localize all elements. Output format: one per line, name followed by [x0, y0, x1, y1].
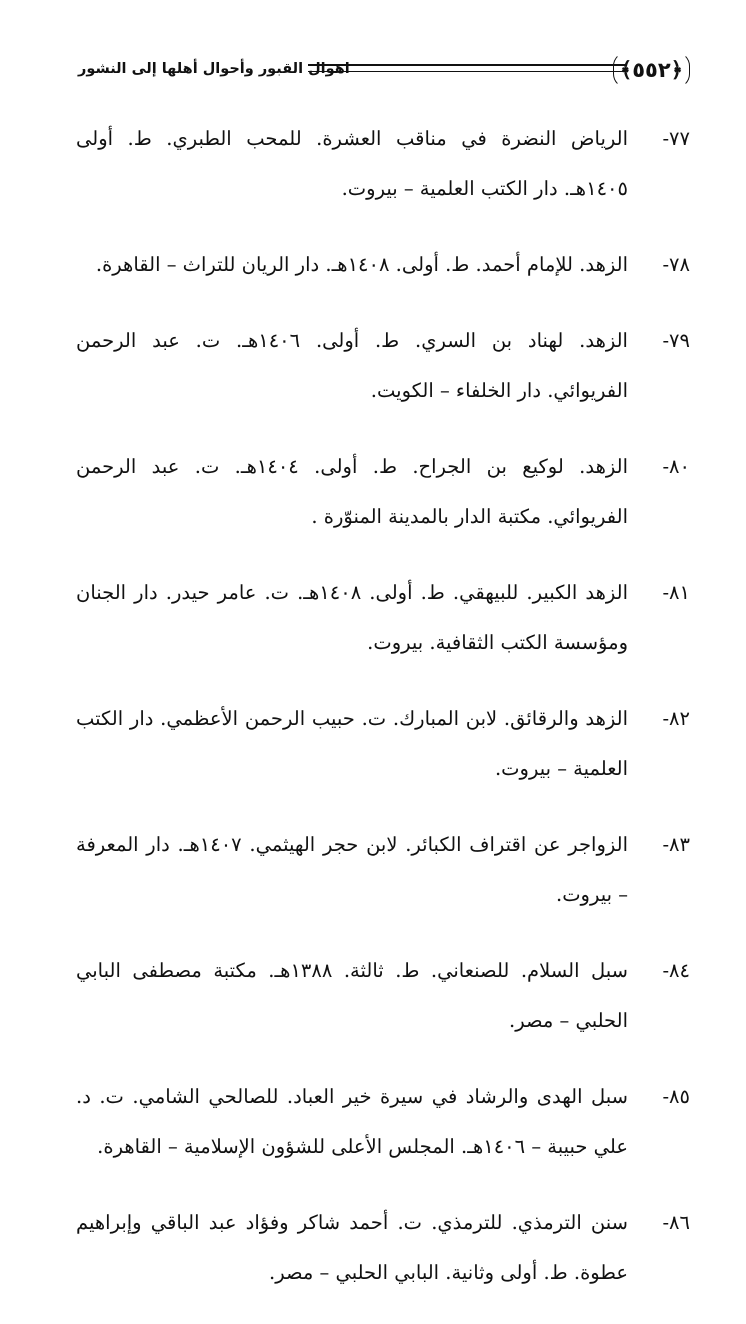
- entry-number: ٨٢-: [662, 707, 690, 730]
- bibliography-entry: [76, 442, 690, 542]
- entry-text: الزهد. للإمام أحمد. ط. أولى. ١٤٠٨هـ. دار الريان للتراث – القاهرة.: [95, 253, 628, 276]
- entry-number: ٨١-: [662, 581, 690, 604]
- bibliography-entry: [76, 694, 690, 794]
- bibliography-entry: [76, 316, 690, 416]
- entry-text: الرياض النضرة في مناقب العشرة. للمحب الطبري. ط. أولى ١٤٠٥هـ. دار الكتب العلمية – بيروت.: [76, 127, 628, 200]
- entry-text: الزهد. لوكيع بن الجراح. ط. أولى. ١٤٠٤هـ. ت. عبد الرحمن الفريوائي. مكتبة الدار بالمدينة المنوّرة .: [76, 455, 628, 528]
- bibliography-entry: [76, 820, 690, 920]
- entry-text: سبل السلام. للصنعاني. ط. ثالثة. ١٣٨٨هـ. مكتبة مصطفى البابي الحلبي – مصر.: [76, 959, 628, 1032]
- entry-number: ٨٥-: [662, 1085, 690, 1108]
- running-title: اهوال القبور وأحوال أهلها إلى النشور: [78, 61, 350, 77]
- entry-number: ٨٣-: [662, 833, 690, 856]
- entry-number: ٧٩-: [662, 329, 690, 352]
- entry-number: ٧٨-: [662, 253, 690, 276]
- entry-number: ٧٧-: [662, 127, 690, 150]
- entry-number: ٨٤-: [662, 959, 690, 982]
- entry-text: سبل الهدى والرشاد في سيرة خير العباد. للصالحي الشامي. ت. د. علي حبيبة – ١٤٠٦هـ. المجلس الأعلى للشؤون الإسلامية – القاهرة.: [76, 1085, 628, 1158]
- bibliography-entry: [76, 1072, 690, 1172]
- bibliography-entry: [76, 946, 690, 1046]
- entry-text: سنن الترمذي. للترمذي. ت. أحمد شاكر وفؤاد عبد الباقي وإبراهيم عطوة. ط. أولى وثانية. البابي الحلبي – مصر.: [76, 1211, 628, 1284]
- bibliography-entry: [76, 568, 690, 668]
- entry-text: الزهد والرقائق. لابن المبارك. ت. حبيب الرحمن الأعظمي. دار الكتب العلمية – بيروت.: [76, 707, 628, 780]
- bibliography-list: [76, 114, 690, 1324]
- page-header: [78, 50, 690, 96]
- entry-number: ٨٦-: [662, 1211, 690, 1234]
- bibliography-entry: [76, 1198, 690, 1298]
- entry-text: الزهد الكبير. للبيهقي. ط. أولى. ١٤٠٨هـ. ت. عامر حيدر. دار الجنان ومؤسسة الكتب الثقافية. بيروت.: [76, 581, 628, 654]
- bibliography-entry: [76, 240, 690, 290]
- entry-text: الزواجر عن اقتراف الكبائر. لابن حجر الهيثمي. ١٤٠٧هـ. دار المعرفة – بيروت.: [76, 833, 628, 906]
- entry-number: ٨٠-: [662, 455, 690, 478]
- header-rule-thin: [308, 71, 626, 72]
- bibliography-entry: [76, 114, 690, 214]
- header-rule: [308, 64, 626, 66]
- entry-text: الزهد. لهناد بن السري. ط. أولى. ١٤٠٦هـ. ت. عبد الرحمن الفريوائي. دار الخلفاء – الكويت.: [76, 329, 628, 402]
- page-number: ﴿٥٥٢﴾: [613, 52, 690, 88]
